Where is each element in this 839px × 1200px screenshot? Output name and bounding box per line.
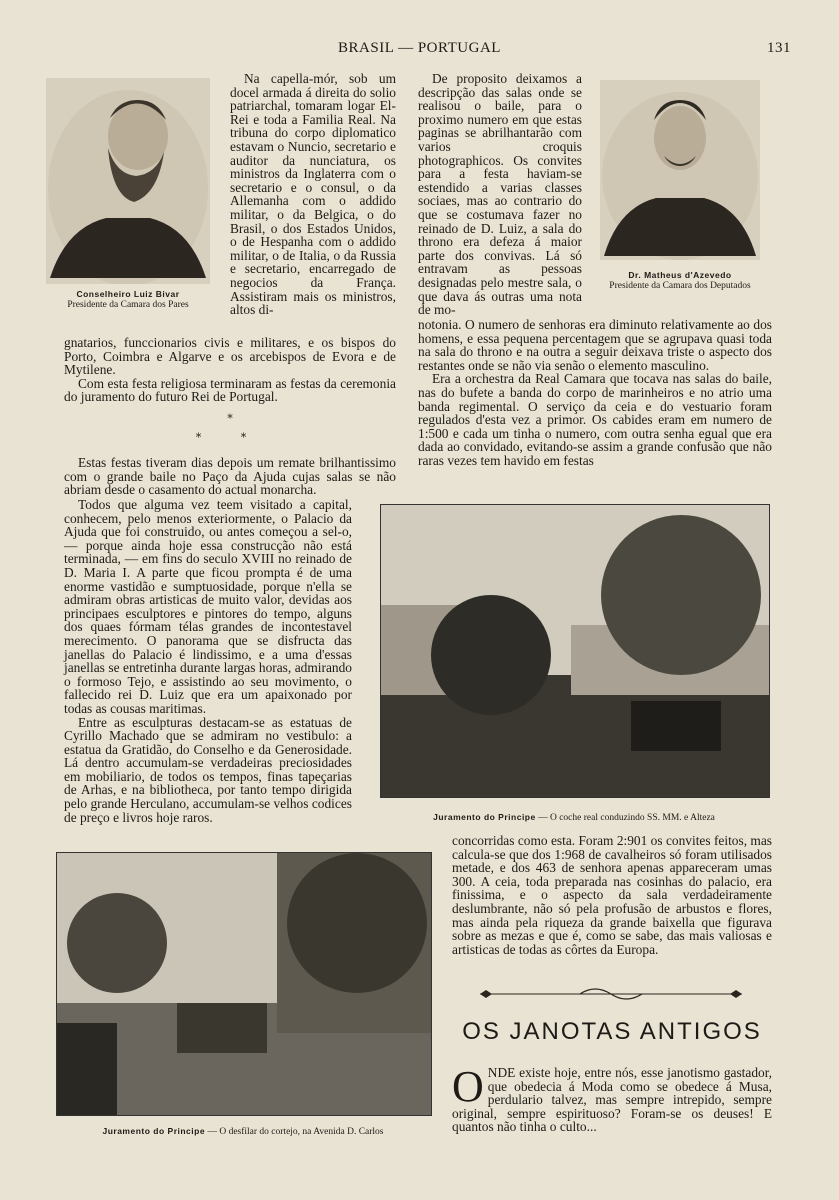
paragraph: Na capella-mór, sob um docel armada á direita do solio patriarchal, tomaram logar El-Rei e toda a Familia Real. Na tribuna do corpo diplomatico estavam o Nuncio, secretario e auditor da nunciatura, os ministros da Inglaterra com o secretario e o consul, o da Allemanha com o addido militar, o da Belgica, o do Brasil, o dos Estados Unidos, o de Hespanha com o addido militar, o de Italia, o da Russia e secretario, encarregado de negocios da França. Assistiram mais os ministros, altos di- [230,71,396,318]
section-title: OS JANOTAS ANTIGOS [462,1018,762,1045]
paragraph: notonia. O numero de senhoras era diminuto relativamente ao dos homens, e essa pequena percentagem que se agrupava quasi toda na sala do throno e na outra a seguir deixava triste o aspecto dos restantes onde se não via senão o elemento masculino. [418,317,772,373]
section-text: existe hoje, entre nós, esse janotismo gastador, que obedecia á Moda como se obedece á Musa, perdulario talvez, mas sempre intrepido, sempre original, sempre espirituoso? Foram-se os deuses! E quantos não tinha o culto... [452,1065,772,1135]
portrait-drawing [46,78,210,284]
portrait-left-role: Presidente da Camara dos Pares [67,300,189,310]
photo-cortejo [56,852,432,1116]
photo2-caption-text: — O desfilar do cortejo, na Avenida D. Carlos [205,1127,384,1137]
col1-narrow-text [64,498,352,824]
col1-lower-text [64,456,396,497]
paragraph: Todos que alguma vez teem visitado a capital, conhecem, pelo menos exteriormente, o Palacio da Ajuda que foi construido, ou antes começou a sel-o, — porque ainda hoje essa construcção não está terminada, — em fins do seculo XVIII no reinado de D. Maria I. A parte que ficou prompta é de uma enorme vastidão e sumptuosidade, porque n'ella se admiram obras artisticas de muito valor, devidas aos principaes esculptores e pintores do tempo, alguns dos quaes fórmam télas grandes de incontestavel merecimento. O panorama que se disfructa das janellas do Palacio é lindissimo, e a uma d'essas janellas se entretinha durante largas horas, admirando o formoso Tejo, e assistindo ao seu movimento, o fallecido rei D. Luiz que era um apaixonado por todas as cousas maritimas. [64,497,352,716]
paragraph: concorridas como esta. Foram 2:901 os convites feitos, mas calcula-se que dos 1:968 de cavalheiros só foram utilisados metade, e dos 463 de senhora apenas appareceram umas 300. A ceia, toda preparada nas cosinhas do palacio, era finissima, e o aspecto da sala verdadeiramente deslumbrante, não só pela profusão de arbustos e flores, mas ainda pela riqueza da grande baixella que figurava sobre as mezas e que é, como se sabe, das mais valiosas e artisticas de todas as côrtes da Europa. [452,833,772,957]
asterism: * * * [195,412,265,444]
col2-concorridas [452,834,772,956]
portrait-left-name: Conselheiro Luiz Bivar [76,289,180,299]
paragraph: Estas festas tiveram dias depois um remate brilhantissimo com o grande baile no Paço da Ajuda cujas salas se não abriam desde o casamento do actual monarcha. [64,455,396,498]
photo-coche-real [380,504,770,798]
paragraph: Com esta festa religiosa terminaram as festas da ceremonia do juramento do futuro Rei de Portugal. [64,375,396,405]
col1-upper-text [230,72,396,317]
scroll-ornament-icon [480,986,742,1002]
drop-cap: O [452,1062,484,1111]
col1-after-portrait [64,336,396,404]
portrait-luiz-bivar [46,78,210,284]
paragraph: Entre as esculpturas destacam-se as estatuas de Cyrillo Machado que se admiram no vestibulo: a estatua da Gratidão, do Conselho e da Generosidade. Lá dentro accumulam-se verdadeiras preciosidades em mobiliario, de todos os tempos, finas tapeçarias de Arhas, e na bibliotheca, por tanto tempo dirigida pelo grande Herculano, accumulam-se velhos codices de preço e livros hoje raros. [64,714,352,825]
col2-upper-text [418,72,582,317]
portrait-left-caption [40,289,216,310]
portrait-right-role: Presidente da Camara dos Deputados [609,281,751,291]
journal-title: BRASIL — PORTUGAL [338,40,501,56]
photo2-caption-bold: Juramento do Principe [102,1126,206,1136]
portrait-right-name: Dr. Matheus d'Azevedo [628,270,732,280]
ornament-divider [480,986,742,1002]
page-number: 131 [767,40,791,56]
portrait-matheus-azevedo [600,80,760,260]
photo2-caption [56,1126,430,1137]
photo-image [57,853,431,1115]
section-body [452,1062,772,1135]
portrait-drawing [600,80,760,260]
paragraph: Era a orchestra da Real Camara que tocava nas salas do baile, nas do bufete a banda do corpo de marinheiros e no atrio uma banda regimental. O serviço da ceia e do vestuario foram regulados d'esta vez a primor. Os cabides eram em numero de 1:500 e cada um tinha o numero, com outra senha egual que era dada ao convidado, evitando-se assim a grande confusão que não raras vezes tem havido em festas [418,371,772,468]
photo1-caption-bold: Juramento do Principe [433,812,536,822]
photo1-caption-text: — O coche real conduzindo SS. MM. e Alteza [535,813,715,823]
photo-image [381,505,769,797]
paragraph: gnatarios, funccionarios civis e militares, e os bispos do Porto, Coimbra e Algarve e os arcebispos de Evora e de Mytilene. [64,335,396,378]
lead-word: NDE [487,1065,516,1080]
col2-wide-text [418,318,772,468]
paragraph: De proposito deixamos a descripção das salas onde se realisou o baile, para o proximo numero em que estas paginas se abrilhantarão com varios croquis photographicos. Os convites para a festa haviam-se estendido a varias classes sociaes, mas ao contrario do que se costumava fazer no reinado de D. Luiz, a sala do throno era defeza á maior parte dos convivas. Lá só entravam as pessoas designadas pelo mestre sala, o que dava ás outras uma nota de mo- [418,71,582,318]
portrait-right-caption [592,270,768,291]
photo1-caption [380,812,768,823]
